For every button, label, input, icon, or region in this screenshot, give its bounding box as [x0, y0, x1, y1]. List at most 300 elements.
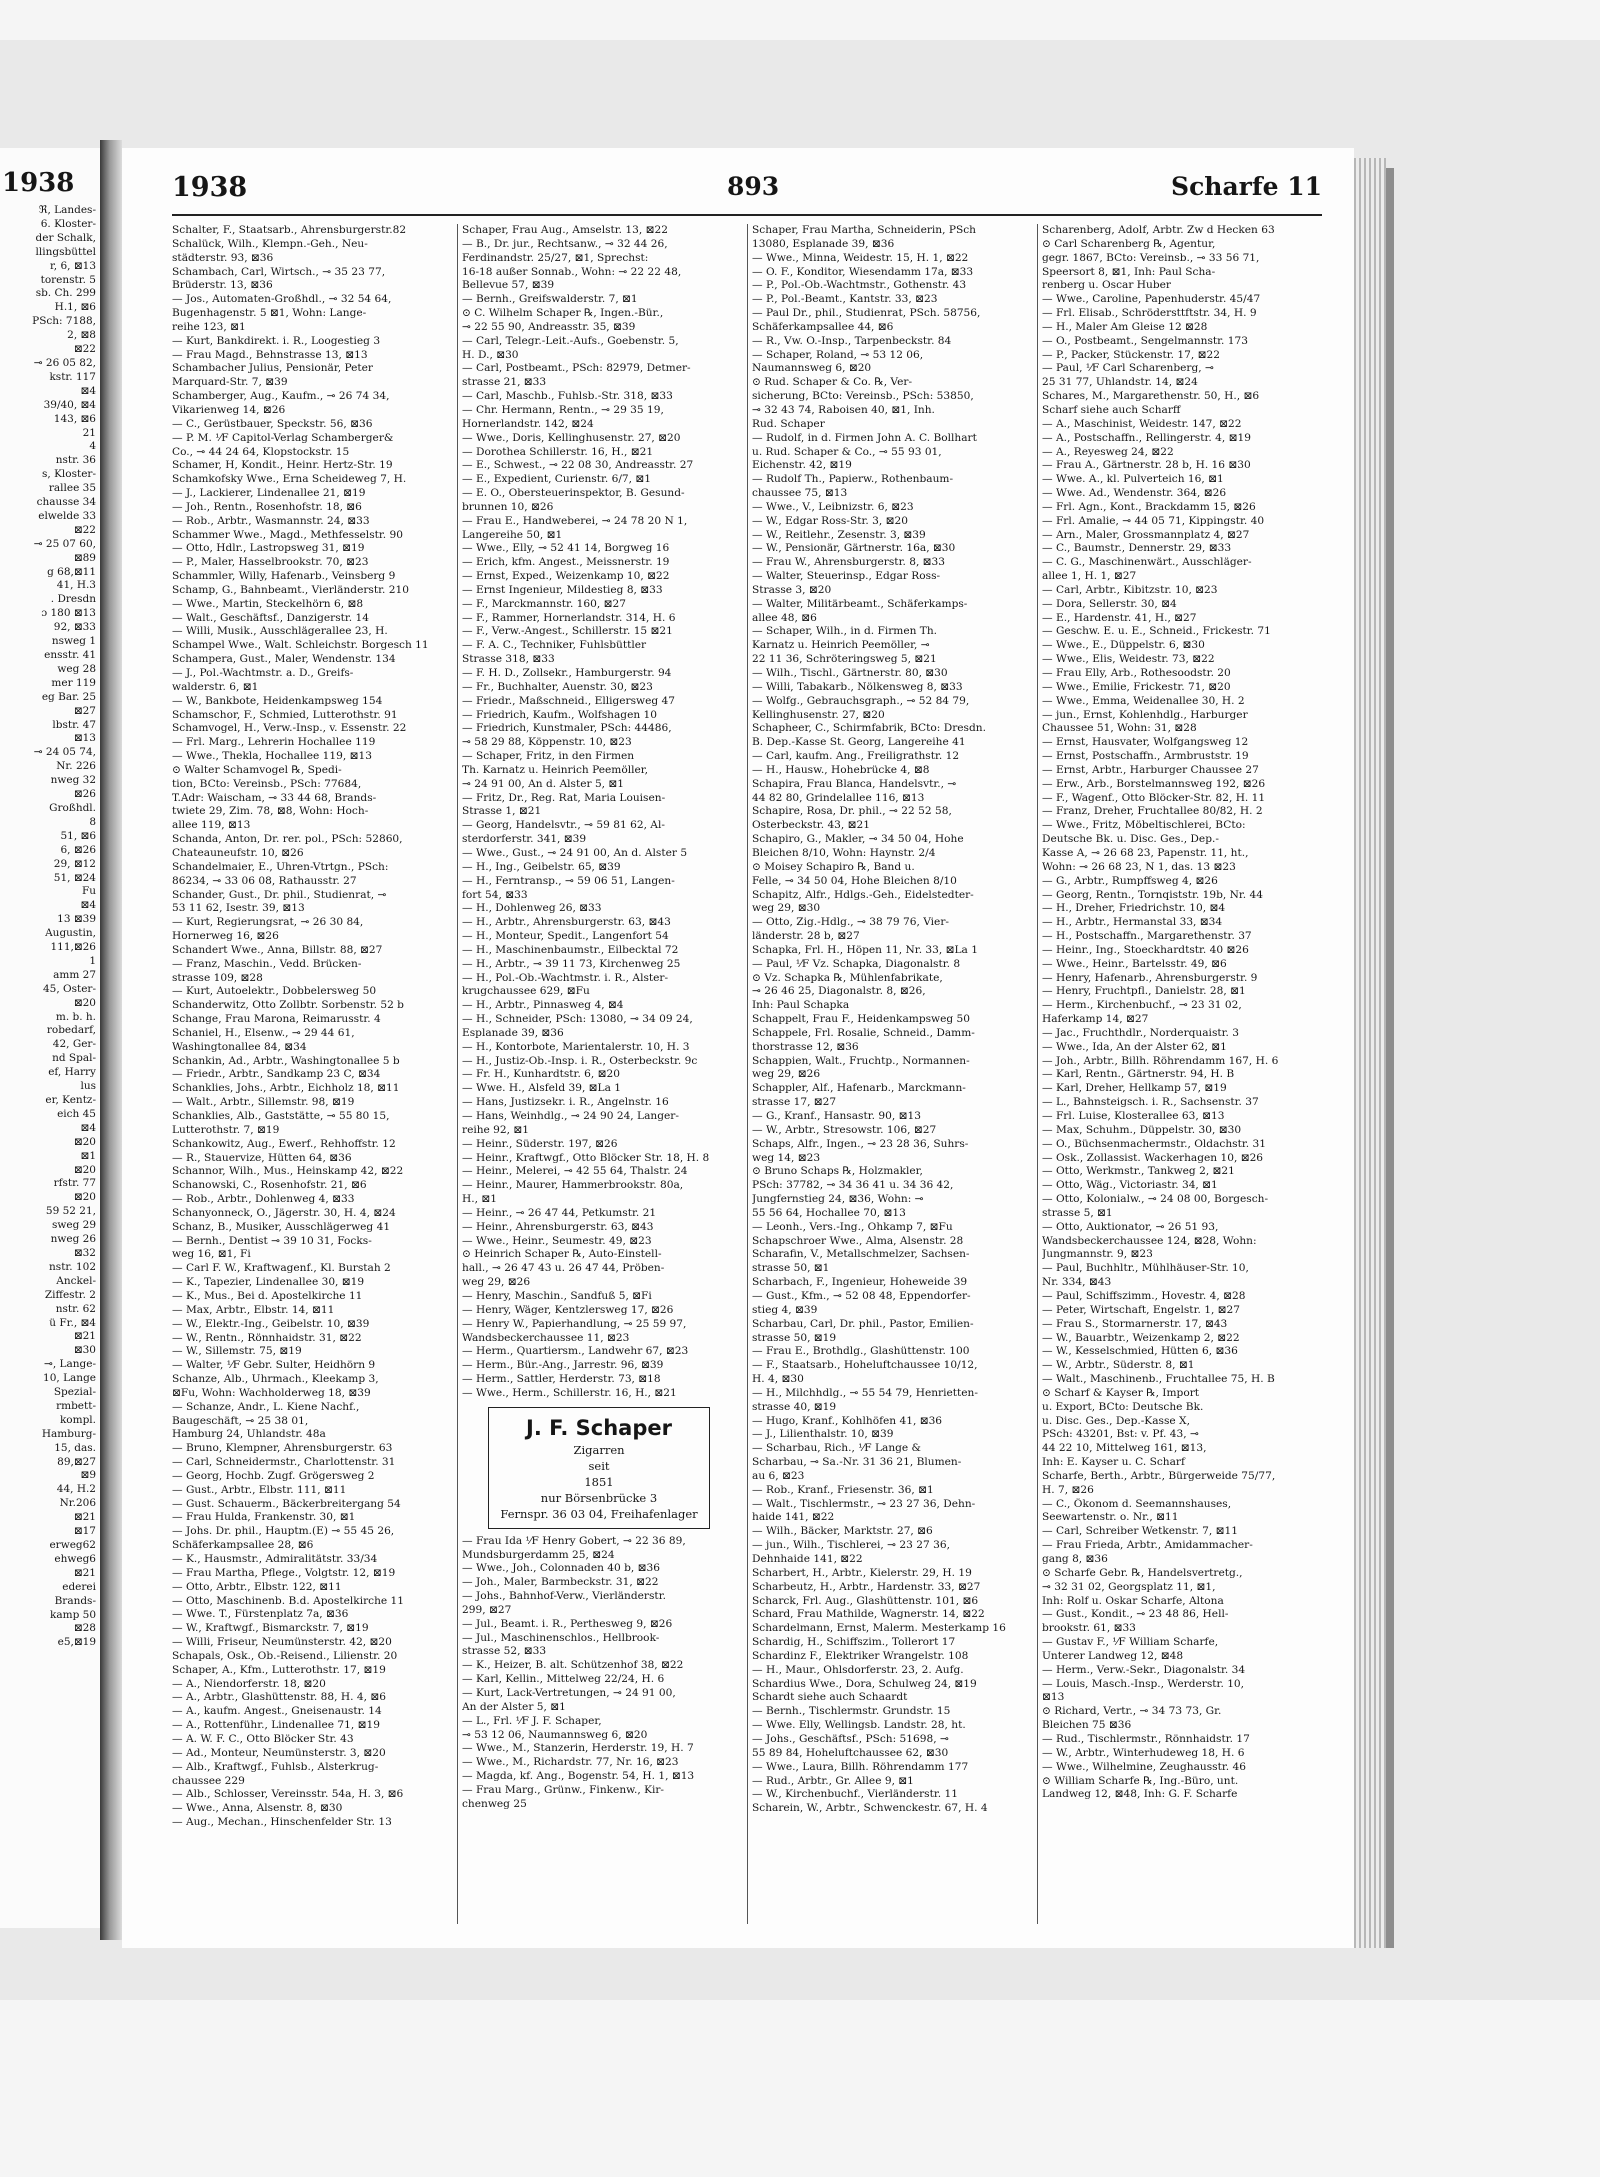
directory-entry-line: Eichenstr. 42, ⊠19: [752, 459, 852, 472]
directory-entry-line: Schappele, Frl. Rosalie, Schneid., Damm-: [752, 1026, 975, 1039]
directory-entry-line: — Herm., Sattler, Herderstr. 73, ⊠18: [462, 1373, 661, 1386]
directory-entry-line: Schamp, G., Bahnbeamt., Vierländerstr. 210: [172, 583, 409, 596]
directory-entry-line: — O. F., Konditor, Wiesendamm 17a, ⊠33: [752, 265, 974, 278]
directory-entry-line: ⊸ 32 43 74, Raboisen 40, ⊠1, Inh.: [752, 403, 935, 416]
directory-entry-line: tion, BCto: Vereinsb., PSch: 77684,: [172, 777, 362, 790]
column-3: [752, 224, 1030, 1924]
directory-entry-line: fort 54, ⊠33: [462, 888, 528, 901]
left-page-fragment: [0, 148, 100, 1928]
directory-entry-line: Schapire, Rosa, Dr. phil., ⊸ 22 52 58,: [752, 805, 952, 818]
directory-entry-line: — J., Pol.-Wachtmstr. a. D., Greifs-: [172, 667, 354, 679]
left-page-line: ⊸, Lange-: [44, 1358, 96, 1371]
directory-entry-line: Th. Karnatz u. Heinrich Peemöller,: [462, 763, 649, 776]
directory-entry-line: krugchaussee 629, ⊠Fu: [462, 985, 590, 998]
directory-entry-line: Schanyonneck, O., Jägerstr. 30, H. 4, ⊠24: [172, 1206, 396, 1219]
directory-entry-line: — Schanze, Andr., L. Kiene Nachf.,: [172, 1400, 360, 1413]
directory-entry-line: Chaussee 51, Wohn: 31, ⊠28: [1042, 722, 1197, 735]
left-page-line: ⊠27: [73, 704, 96, 717]
directory-entry-line: — H., Schneider, PSch: 13080, ⊸ 34 09 24,: [462, 1013, 693, 1026]
directory-entry-line: — Schaper, Wilh., in d. Firmen Th.: [752, 625, 938, 638]
directory-entry-line: — Hans, Justizsekr. i. R., Angelnstr. 16: [462, 1096, 669, 1109]
left-page-line: 15, das.: [54, 1441, 96, 1454]
directory-entry-line: thorstrasse 12, ⊠36: [752, 1040, 859, 1053]
directory-entry-line: Chateauneufstr. 10, ⊠26: [172, 846, 304, 859]
left-page-line: ⊠9: [80, 1469, 96, 1482]
directory-entry-line: Schamer, H, Kondit., Heinr. Hertz-Str. 19: [172, 459, 393, 472]
column-divider: [1037, 224, 1038, 1924]
directory-entry-line: Schapals, Osk., Ob.-Reisend., Lilienstr. 20: [172, 1649, 398, 1662]
directory-entry-line: — Wilh., Tischl., Gärtnerstr. 80, ⊠30: [752, 667, 948, 679]
left-page-line: e5,⊠19: [57, 1636, 96, 1649]
directory-entry-line: — Wwe. H., Alsfeld 39, ⊠La 1: [462, 1082, 622, 1095]
book-gutter: [100, 140, 122, 1940]
directory-entry-line: brunnen 10, ⊠26: [462, 500, 554, 513]
directory-entry-line: — H., Maschinenbaumstr., Eilbecktal 72: [462, 943, 679, 956]
directory-entry-line: Lutterothstr. 7, ⊠19: [172, 1123, 280, 1136]
directory-entry-line: Ferdinandstr. 25/27, ⊠1, Sprechst:: [462, 251, 649, 264]
directory-entry-line: — Wwe., Ida, An der Alster 62, ⊠1: [1042, 1040, 1227, 1053]
left-page-line: mer 119: [51, 676, 96, 689]
left-page-line: ef, Harry: [48, 1066, 96, 1079]
directory-entry-line: — Frau S., Stormarnerstr. 17, ⊠43: [1042, 1317, 1228, 1330]
directory-entry-line: — Rudolf Th., Papierw., Rothenbaum-: [752, 473, 954, 486]
directory-entry-line: Schankin, Ad., Arbtr., Washingtonallee 5 b: [172, 1054, 400, 1067]
directory-entry-line: — Kurt, Bankdirekt. i. R., Loogestieg 3: [172, 334, 381, 347]
left-page-line: kamp 50: [50, 1608, 96, 1621]
left-page-line: 8: [89, 815, 96, 828]
directory-entry-line: — Jul., Maschinenschlos., Hellbrook-: [462, 1631, 660, 1644]
left-page-line: ensstr. 41: [44, 649, 96, 661]
directory-entry-line: — H., Dohlenweg 26, ⊠33: [462, 902, 602, 915]
left-page-lines: [0, 204, 100, 1650]
directory-entry-line: — W., Kesselschmied, Hütten 6, ⊠36: [1042, 1345, 1238, 1358]
left-page-line: nstr. 36: [55, 454, 96, 467]
directory-entry-line: Baugeschäft, ⊸ 25 38 01,: [172, 1414, 309, 1427]
left-page-line: Spezial-: [53, 1386, 96, 1399]
directory-entry-line: — Otto, Arbtr., Elbstr. 122, ⊠11: [172, 1580, 342, 1593]
directory-entry-line: — K., Heizer, B. alt. Schützenhof 38, ⊠22: [462, 1659, 684, 1672]
directory-entry-line: — W., Pensionär, Gärtnerstr. 16a, ⊠30: [752, 542, 956, 555]
directory-entry-line: — Georg, Hochb. Zugf. Grögersweg 2: [172, 1469, 375, 1482]
directory-entry-line: — Schaper, Roland, ⊸ 53 12 06,: [752, 348, 924, 361]
directory-entry-line: — Franz, Dreher, Fruchtallee 80/82, H. 2: [1042, 805, 1263, 818]
directory-entry-line: — Heinr., Melerei, ⊸ 42 55 64, Thalstr. 24: [462, 1165, 688, 1178]
left-page-line: amm 27: [53, 968, 96, 981]
directory-entry-line: — Ad., Monteur, Neumünsterstr. 3, ⊠20: [172, 1746, 386, 1759]
directory-entry-line: — Hans, Weinhdlg., ⊸ 24 90 24, Langer-: [462, 1110, 679, 1122]
directory-entry-line: Schammer Wwe., Magd., Methfesselstr. 90: [172, 528, 404, 541]
directory-entry-line: — Gust., Kondit., ⊸ 23 48 86, Hell-: [1042, 1608, 1229, 1621]
directory-entry-line: gegr. 1867, BCto: Vereinsb., ⊸ 33 56 71,: [1042, 251, 1260, 264]
directory-entry-line: — Herm., Bür.-Ang., Jarrestr. 96, ⊠39: [462, 1359, 664, 1372]
directory-entry-line: — Friedrich, Kunstmaler, PSch: 44486,: [462, 722, 672, 735]
directory-entry-line: Bleichen 8/10, Wohn: Haynstr. 2/4: [752, 846, 936, 859]
directory-entry-line: Mundsburgerdamm 25, ⊠24: [462, 1548, 615, 1561]
left-page-line: 10, Lange: [43, 1372, 96, 1385]
left-page-line: robedarf,: [46, 1024, 96, 1037]
left-page-line: 41, H.3: [56, 579, 96, 592]
left-page-line: ⊠28: [73, 1622, 96, 1635]
left-page-line: Nr. 226: [56, 760, 96, 773]
left-page-line: 6. Kloster-: [40, 217, 96, 230]
directory-entry-line: — W., Reitlehr., Zesenstr. 3, ⊠39: [752, 528, 926, 541]
directory-entry-line: Schardig, H., Schiffszim., Tollerort 17: [752, 1636, 956, 1649]
directory-entry-line: — Frau Martha, Pflege., Volgtstr. 12, ⊠19: [172, 1566, 396, 1579]
left-page-line: ⊠89: [73, 551, 96, 564]
directory-entry-line: — Otto, Werkmstr., Tankweg 2, ⊠21: [1042, 1165, 1235, 1178]
left-page-line: eich 45: [57, 1107, 96, 1120]
directory-entry-line: — Max, Arbtr., Elbstr. 14, ⊠11: [172, 1303, 335, 1316]
left-page-line: Anckel-: [56, 1274, 96, 1287]
directory-entry-line: — Otto, Wäg., Victoriastr. 34, ⊠1: [1042, 1179, 1218, 1192]
directory-entry-line: — Georg, Handelsvtr., ⊸ 59 81 62, Al-: [462, 819, 665, 832]
directory-entry-line: Schambacher Julius, Pensionär, Peter: [172, 362, 374, 375]
header-rule: [172, 214, 1322, 216]
left-page-line: rallee 35: [48, 482, 96, 495]
directory-entry-line: sicherung, BCto: Vereinsb., PSch: 53850,: [752, 390, 974, 403]
directory-entry-line: Schapiro, G., Makler, ⊸ 34 50 04, Hohe: [752, 833, 964, 846]
directory-entry-line: — H., Arbtr., Hermanstal 33, ⊠34: [1042, 916, 1223, 929]
directory-entry-line: — Wwe., Caroline, Papenhuderstr. 45/47: [1042, 293, 1261, 306]
directory-entry-line: Vikarienweg 14, ⊠26: [172, 403, 286, 416]
directory-entry-line: — W., Rentn., Rönnhaidstr. 31, ⊠22: [172, 1331, 362, 1344]
directory-entry-line: — E., Hardenstr. 41, H., ⊠27: [1042, 611, 1197, 624]
left-page-line: 51, ⊠24: [53, 871, 96, 884]
directory-entry-line: T.Adr: Waischam, ⊸ 33 44 68, Brands-: [172, 791, 377, 804]
directory-entry-line: — W., Arbtr., Winterhudeweg 18, H. 6: [1042, 1746, 1245, 1759]
directory-entry-line: — G., Arbtr., Rumpffsweg 4, ⊠26: [1042, 874, 1218, 887]
directory-entry-line: Kellinghusenstr. 27, ⊠20: [752, 708, 885, 721]
directory-entry-line: Brüderstr. 13, ⊠36: [172, 279, 273, 292]
left-page-line: sb. Ch. 299: [35, 287, 96, 300]
directory-entry-line: — Ernst, Postschaffn., Armbruststr. 19: [1042, 750, 1249, 763]
left-page-line: PSch: 7188,: [32, 315, 96, 328]
directory-entry-line: Wandsbeckerchaussee 124, ⊠28, Wohn:: [1042, 1234, 1257, 1247]
directory-entry-line: Langereihe 50, ⊠1: [462, 528, 563, 541]
directory-entry-line: — Joh., Arbtr., Billh. Röhrendamm 167, H. 6: [1042, 1054, 1279, 1067]
left-page-line: ⊠4: [80, 1121, 96, 1134]
directory-entry-line: strasse 17, ⊠27: [752, 1096, 837, 1109]
directory-entry-line: — Joh., Rentn., Rosenhofstr. 18, ⊠6: [172, 500, 362, 513]
directory-entry-line: — E. O., Obersteuerinspektor, B. Gesund-: [462, 487, 685, 500]
page-edge-shadow: [1386, 168, 1394, 1948]
directory-entry-line: — Walter, ⅟F Gebr. Sulter, Heidhörn 9: [172, 1359, 376, 1372]
directory-entry-line: — Wwe., Doris, Kellinghusenstr. 27, ⊠20: [462, 431, 681, 444]
directory-entry-line: reihe 92, ⊠1: [462, 1123, 530, 1136]
left-page-line: ⊠17: [73, 1525, 96, 1538]
directory-entry-line: — Otto, Kolonialw., ⊸ 24 08 00, Borgesch-: [1042, 1193, 1269, 1206]
directory-entry-line: Bellevue 57, ⊠39: [462, 279, 555, 292]
directory-entry-line: — W., Edgar Ross-Str. 3, ⊠20: [752, 514, 908, 527]
left-page-line: 51, ⊠6: [60, 829, 96, 842]
directory-entry-line: Osterbeckstr. 43, ⊠21: [752, 819, 871, 832]
directory-entry-line: Schamberger, Aug., Kaufm., ⊸ 26 74 34,: [172, 390, 390, 403]
left-page-line: 143, ⊠6: [53, 412, 96, 425]
directory-entry-line: stieg 4, ⊠39: [752, 1303, 818, 1316]
directory-entry-line: — Wwe., Elly, ⊸ 52 41 14, Borgweg 16: [462, 542, 670, 555]
directory-entry-line: Scharbau, ⊸ Sa.-Nr. 31 36 21, Blumen-: [752, 1456, 962, 1469]
directory-entry-line: — Jos., Automaten-Großhdl., ⊸ 32 54 64,: [172, 293, 392, 306]
left-page-line: sweg 29: [51, 1219, 96, 1232]
directory-entry-line: — F. H. D., Zollsekr., Hamburgerstr. 94: [462, 667, 672, 679]
directory-entry-line: Schandert Wwe., Anna, Billstr. 88, ⊠27: [172, 943, 383, 956]
directory-entry-line: Schamschor, F., Schmied, Lutterothstr. 91: [172, 708, 398, 721]
directory-entry-line: ⊠Fu, Wohn: Wachholderweg 18, ⊠39: [172, 1386, 371, 1399]
directory-entry-line: — Carl F. W., Kraftwagenf., Kl. Burstah 2: [172, 1262, 391, 1275]
directory-entry-line: — H., Postschaffn., Margarethenstr. 37: [1042, 930, 1252, 943]
directory-entry-line: Co., ⊸ 44 24 64, Klopstockstr. 15: [172, 445, 350, 458]
directory-entry-line: Schankowitz, Aug., Ewerf., Rehhoffstr. 12: [172, 1137, 396, 1150]
directory-entry-line: ⊙ Walter Schamvogel ℞, Spedi-: [172, 763, 342, 776]
directory-entry-line: ⊙ Carl Scharenberg ℞, Agentur,: [1042, 237, 1216, 250]
directory-entry-line: — H., Arbtr., Pinnasweg 4, ⊠4: [462, 999, 624, 1012]
directory-entry-line: städterstr. 93, ⊠36: [172, 251, 274, 264]
directory-entry-line: ⊸ 53 12 06, Naumannsweg 6, ⊠20: [462, 1728, 648, 1741]
header-year: 1938: [172, 172, 248, 203]
directory-entry-line: — C., Gerüstbauer, Speckstr. 56, ⊠36: [172, 417, 373, 430]
ad-line: nur Börsenbrücke 3: [540, 1490, 658, 1505]
directory-entry-line: — Walter, Steuerinsp., Edgar Ross-: [752, 570, 941, 583]
directory-entry-line: Schanderwitz, Otto Zollbtr. Sorbenstr. 52 b: [172, 999, 404, 1012]
left-page-line: s, Kloster-: [42, 468, 96, 481]
directory-entry-line: ⊙ Scharfe Gebr. ℞, Handelsvertretg.,: [1042, 1566, 1243, 1579]
directory-entry-line: — Wwe., Emma, Weidenallee 30, H. 2: [1042, 694, 1245, 707]
column-divider: [457, 224, 458, 1924]
directory-entry-line: ⊸ 58 29 88, Köppenstr. 10, ⊠23: [462, 736, 632, 749]
left-page-line: m. b. h.: [55, 1010, 96, 1023]
directory-entry-line: — Henry, Hafenarb., Ahrensburgerstr. 9: [1042, 971, 1258, 984]
directory-entry-line: Schaper, Frau Aug., Amselstr. 13, ⊠22: [462, 224, 668, 236]
directory-entry-line: — Rob., Arbtr., Dohlenweg 4, ⊠33: [172, 1193, 355, 1206]
directory-entry-line: — R., Stauervize, Hütten 64, ⊠36: [172, 1151, 352, 1164]
left-page-line: 21: [82, 426, 96, 439]
directory-entry-line: — Bernh., Dentist ⊸ 39 10 31, Focks-: [172, 1234, 372, 1247]
directory-entry-line: — Frl. Agn., Kont., Brackdamm 15, ⊠26: [1042, 500, 1256, 513]
left-page-line: rmbett-: [56, 1399, 96, 1412]
directory-entry-line: Rud. Schaper: [752, 417, 825, 430]
directory-entry-line: Scharfe, Berth., Arbtr., Bürgerweide 75/77,: [1042, 1469, 1276, 1482]
directory-entry-line: — A., Arbtr., Glashüttenstr. 88, H. 4, ⊠6: [172, 1691, 386, 1704]
directory-entry-line: — Friedrich, Kaufm., Wolfshagen 10: [462, 708, 658, 721]
directory-entry-line: Scharenberg, Adolf, Arbtr. Zw d Hecken 63: [1042, 224, 1275, 236]
directory-entry-line: Schannor, Wilh., Mus., Heinskamp 42, ⊠22: [172, 1165, 404, 1178]
directory-page: [122, 148, 1354, 1948]
directory-entry-line: ⊠13: [1042, 1691, 1065, 1704]
directory-entry-line: — Heinr., Süderstr. 197, ⊠26: [462, 1137, 618, 1150]
directory-entry-line: — Wilh., Bäcker, Marktstr. 27, ⊠6: [752, 1525, 933, 1538]
directory-entry-line: — Franz, Maschin., Vedd. Brücken-: [172, 957, 362, 970]
left-page-line: Brands-: [54, 1594, 96, 1607]
column-4: [1042, 224, 1320, 1924]
directory-entry-line: — Frau Marg., Grünw., Finkenw., Kir-: [462, 1783, 665, 1796]
directory-entry-line: — Otto, Maschinenb. B.d. Apostelkirche 11: [172, 1594, 405, 1607]
directory-entry-line: — C., Ökonom d. Seemannshauses,: [1042, 1497, 1232, 1510]
directory-entry-line: — Frl. Amalie, ⊸ 44 05 71, Kippingstr. 40: [1042, 514, 1265, 527]
directory-entry-line: — Walt., Maschinenb., Fruchtallee 75, H. B: [1042, 1373, 1275, 1386]
header-catchword: Scharfe 11: [1171, 172, 1322, 201]
directory-entry-line: strasse 50, ⊠1: [752, 1262, 830, 1275]
directory-entry-line: — Rud., Arbtr., Gr. Allee 9, ⊠1: [752, 1774, 914, 1787]
directory-entry-line: ⊙ William Scharfe ℞, Ing.-Büro, unt.: [1042, 1774, 1239, 1787]
directory-entry-line: — Peter, Wirtschaft, Engelstr. 1, ⊠27: [1042, 1303, 1241, 1316]
directory-entry-line: hall., ⊸ 26 47 43 u. 26 47 44, Pröben-: [462, 1262, 665, 1275]
directory-entry-line: — Frau W., Ahrensburgerstr. 8, ⊠33: [752, 556, 946, 569]
left-page-line: ⊠20: [73, 1191, 96, 1204]
directory-entry-line: — Magda, kf. Ang., Bogenstr. 54, H. 1, ⊠13: [462, 1770, 695, 1783]
directory-entry-line: Felle, ⊸ 34 50 04, Hohe Bleichen 8/10: [752, 874, 957, 887]
left-page-line: 4: [89, 440, 96, 453]
left-page-line: ⊠21: [73, 1330, 96, 1343]
directory-entry-line: — Otto, Hdlr., Lastropsweg 31, ⊠19: [172, 542, 365, 555]
directory-entry-line: Schanklies, Alb., Gaststätte, ⊸ 55 80 15,: [172, 1110, 390, 1122]
directory-entry-line: — Rudolf, in d. Firmen John A. C. Bollhart: [752, 431, 977, 444]
directory-entry-line: — Heinr., Ahrensburgerstr. 63, ⊠43: [462, 1220, 654, 1233]
left-page-line: ⊸ 25 07 60,: [33, 537, 96, 550]
directory-entry-line: — Henry W., Papierhandlung, ⊸ 25 59 97,: [462, 1317, 687, 1330]
directory-entry-line: ⊸ 22 55 90, Andreasstr. 35, ⊠39: [462, 320, 636, 333]
ad-line: Fernspr. 36 03 04, Freihafenlager: [500, 1506, 698, 1521]
directory-entry-line: — Wwe., Elis, Weidestr. 73, ⊠22: [1042, 653, 1215, 666]
directory-entry-line: — Carl, Arbtr., Kibitzstr. 10, ⊠23: [1042, 583, 1218, 596]
left-page-line: 6, ⊠26: [60, 843, 96, 856]
directory-entry-line: PSch: 43201, Bst: v. Pf. 43, ⊸: [1042, 1428, 1199, 1441]
directory-entry-line: — Erw., Arb., Borstelmannsweg 192, ⊠26: [1042, 777, 1266, 790]
directory-entry-line: — Ernst, Hausvater, Wolfgangsweg 12: [1042, 736, 1249, 749]
directory-entry-line: — H., Milchhdlg., ⊸ 55 54 79, Henrietten-: [752, 1386, 978, 1399]
left-page-line: 45, Oster-: [42, 982, 96, 995]
directory-entry-line: — Fr. H., Kunhardtstr. 6, ⊠20: [462, 1068, 621, 1081]
directory-entry-line: u. Rud. Schaper & Co., ⊸ 55 93 01,: [752, 445, 942, 458]
directory-entry-line: allee 119, ⊠13: [172, 819, 251, 832]
directory-entry-line: Haferkamp 14, ⊠27: [1042, 1013, 1149, 1026]
directory-entry-line: Wandsbeckerchaussee 11, ⊠23: [462, 1331, 630, 1344]
directory-entry-line: Schardinz F., Elektriker Wrangelstr. 108: [752, 1649, 969, 1662]
directory-entry-line: Schapheer, C., Schirmfabrik, BCto: Dresdn.: [752, 722, 986, 735]
directory-entry-line: — Walt., Arbtr., Sillemstr. 98, ⊠19: [172, 1096, 355, 1109]
directory-entry-line: Schaniel, H., Elsenw., ⊸ 29 44 61,: [172, 1026, 355, 1039]
directory-entry-line: 55 89 84, Hoheluftchaussee 62, ⊠30: [752, 1746, 949, 1759]
left-page-line: nweg 32: [50, 774, 96, 787]
directory-entry-line: — P., Maler, Hasselbrookstr. 70, ⊠23: [172, 556, 369, 569]
directory-entry-line: — Friedr., Arbtr., Sandkamp 23 C, ⊠34: [172, 1068, 381, 1081]
directory-entry-line: Scharf siehe auch Scharff: [1042, 403, 1181, 416]
left-page-line: nd Spal-: [52, 1052, 96, 1065]
directory-entry-line: Scharbau, Carl, Dr. phil., Pastor, Emilien-: [752, 1317, 974, 1330]
directory-entry-line: Strasse 318, ⊠33: [462, 653, 555, 666]
directory-entry-line: — Paul, ⅟F Vz. Schapka, Diagonalstr. 8: [752, 957, 961, 970]
directory-entry-line: sterdorferstr. 341, ⊠39: [462, 833, 587, 846]
directory-entry-line: H., ⊠1: [462, 1193, 497, 1206]
directory-entry-line: H. 4, ⊠30: [752, 1373, 804, 1386]
directory-entry-line: — Wwe. A., kl. Pulverteich 16, ⊠1: [1042, 473, 1224, 486]
scan-border-bottom: [0, 2000, 1600, 2177]
directory-entry-line: — C. G., Maschinenwärt., Ausschläger-: [1042, 556, 1252, 569]
directory-entry-line: — Frau Hulda, Frankenstr. 30, ⊠1: [172, 1511, 356, 1524]
directory-entry-line: Scharbach, F., Ingenieur, Hoheweide 39: [752, 1276, 968, 1289]
directory-entry-line: — Frau Frieda, Arbtr., Amidammacher-: [1042, 1539, 1253, 1552]
directory-entry-line: — Henry, Wäger, Kentzlersweg 17, ⊠26: [462, 1303, 674, 1316]
directory-entry-line: — H., Maur., Ohlsdorferstr. 23, 2. Aufg.: [752, 1663, 964, 1676]
left-page-line: ⊠30: [73, 1344, 96, 1357]
left-page-line: ⊠4: [80, 899, 96, 912]
directory-entry-line: Schambach, Carl, Wirtsch., ⊸ 35 23 77,: [172, 265, 386, 278]
directory-entry-line: Wohn: ⊸ 26 68 23, N 1, das. 13 ⊠23: [1042, 860, 1236, 873]
directory-entry-line: — Willi, Tabakarb., Nölkensweg 8, ⊠33: [752, 680, 963, 693]
directory-entry-line: — Ernst, Arbtr., Harburger Chaussee 27: [1042, 763, 1259, 776]
directory-entry-line: — Wwe., Herm., Schillerstr. 16, H., ⊠21: [462, 1386, 677, 1399]
directory-entry-line: — H., Maler Am Gleise 12 ⊠28: [1042, 320, 1208, 333]
directory-entry-line: — Carl, Postbeamt., PSch: 82979, Detmer-: [462, 362, 691, 375]
directory-entry-line: — Friedr., Maßschneid., Elligersweg 47: [462, 694, 676, 707]
directory-entry-line: — Wwe., Laura, Billh. Röhrendamm 177: [752, 1760, 969, 1773]
directory-entry-line: Schanze, Alb., Uhrmach., Kleekamp 3,: [172, 1373, 379, 1386]
advertisement-box: [488, 1407, 710, 1529]
directory-entry-line: — Wwe., Emilie, Frickestr. 71, ⊠20: [1042, 680, 1231, 693]
directory-entry-line: — R., Vw. O.-Insp., Tarpenbeckstr. 84: [752, 334, 952, 347]
directory-entry-line: — Herm., Kirchenbuchf., ⊸ 23 31 02,: [1042, 999, 1242, 1012]
directory-entry-line: Schaps, Alfr., Ingen., ⊸ 23 28 36, Suhrs-: [752, 1137, 969, 1150]
directory-entry-line: — W., Sillemstr. 75, ⊠19: [172, 1345, 302, 1358]
directory-entry-line: 53 11 62, Isestr. 39, ⊠13: [172, 902, 305, 915]
directory-entry-line: — Frau A., Gärtnerstr. 28 b, H. 16 ⊠30: [1042, 459, 1251, 472]
directory-entry-line: — H., Ing., Geibelstr. 65, ⊠39: [462, 860, 621, 873]
directory-entry-line: 299, ⊠27: [462, 1603, 512, 1616]
left-page-line: ehweg6: [54, 1552, 96, 1565]
directory-entry-line: 55 56 64, Hochallee 70, ⊠13: [752, 1206, 906, 1219]
directory-entry-line: twiete 29, Zim. 78, ⊠8, Wohn: Hoch-: [172, 805, 369, 818]
left-page-line: weg 28: [57, 662, 96, 675]
left-page-line: lus: [80, 1080, 96, 1093]
left-page-line: ⊠1: [80, 1149, 96, 1162]
left-page-line: 59 52 21,: [45, 1205, 96, 1218]
directory-entry-line: — Johs., Geschäftsf., PSch: 51698, ⊸: [752, 1732, 949, 1745]
directory-entry-line: Schappien, Walt., Fruchtp., Normannen-: [752, 1054, 970, 1067]
directory-entry-line: Schaper, A., Kfm., Lutterothstr. 17, ⊠19: [172, 1663, 386, 1676]
left-page-line: rfstr. 77: [53, 1177, 96, 1190]
directory-entry-line: — Erich, kfm. Angest., Meissnerstr. 19: [462, 556, 670, 569]
left-page-line: 111,⊠26: [50, 941, 96, 954]
directory-entry-line: — Wwe., Heinr., Bartelsstr. 49, ⊠6: [1042, 957, 1227, 970]
directory-entry-line: Schander, Gust., Dr. phil., Studienrat, ⊸: [172, 888, 387, 901]
directory-entry-line: — P., Packer, Stückenstr. 17, ⊠22: [1042, 348, 1220, 361]
directory-entry-line: — Karl, Dreher, Hellkamp 57, ⊠19: [1042, 1082, 1227, 1095]
directory-entry-line: — Joh., Maler, Barmbeckstr. 31, ⊠22: [462, 1576, 659, 1589]
directory-entry-line: — Frau Elly, Arb., Rothesoodstr. 20: [1042, 667, 1231, 679]
directory-entry-line: — Aug., Mechan., Hinschenfelder Str. 13: [172, 1816, 392, 1829]
left-page-line: ⊠22: [73, 343, 96, 356]
left-page-line: 89,⊠27: [57, 1455, 96, 1468]
directory-entry-line: Karnatz u. Heinrich Peemöller, ⊸: [752, 639, 930, 652]
directory-entry-line: — Frau Magd., Behnstrasse 13, ⊠13: [172, 348, 368, 361]
left-page-line: nsweg 1: [51, 635, 96, 648]
directory-entry-line: strasse 50, ⊠19: [752, 1331, 837, 1344]
directory-entry-line: H. 7, ⊠26: [1042, 1483, 1094, 1496]
directory-entry-line: — W., Bauarbtr., Weizenkamp 2, ⊠22: [1042, 1331, 1240, 1344]
directory-entry-line: — H., Dreher, Friedrichstr. 10, ⊠4: [1042, 902, 1226, 915]
directory-entry-line: walderstr. 6, ⊠1: [172, 680, 259, 693]
left-page-line: kompl.: [59, 1413, 96, 1426]
directory-entry-line: Scharbert, H., Arbtr., Kielerstr. 29, H. 19: [752, 1566, 972, 1579]
directory-entry-line: Schamkofsky Wwe., Erna Scheideweg 7, H.: [172, 473, 407, 486]
directory-entry-line: — Osk., Zollassist. Wackerhagen 10, ⊠26: [1042, 1151, 1264, 1164]
left-page-line: Nr.206: [59, 1497, 96, 1510]
directory-entry-line: — Jac., Fruchthdlr., Norderquaistr. 3: [1042, 1026, 1240, 1039]
directory-entry-line: Washingtonallee 84, ⊠34: [172, 1040, 307, 1053]
directory-entry-line: — Wwe., Fritz, Möbeltischlerei, BCto:: [1042, 819, 1246, 832]
directory-entry-line: weg 29, ⊠26: [462, 1276, 531, 1289]
directory-entry-line: — Johs. Dr. phil., Hauptm.(E) ⊸ 55 45 26,: [172, 1525, 395, 1538]
directory-entry-line: weg 29, ⊠26: [752, 1068, 821, 1081]
